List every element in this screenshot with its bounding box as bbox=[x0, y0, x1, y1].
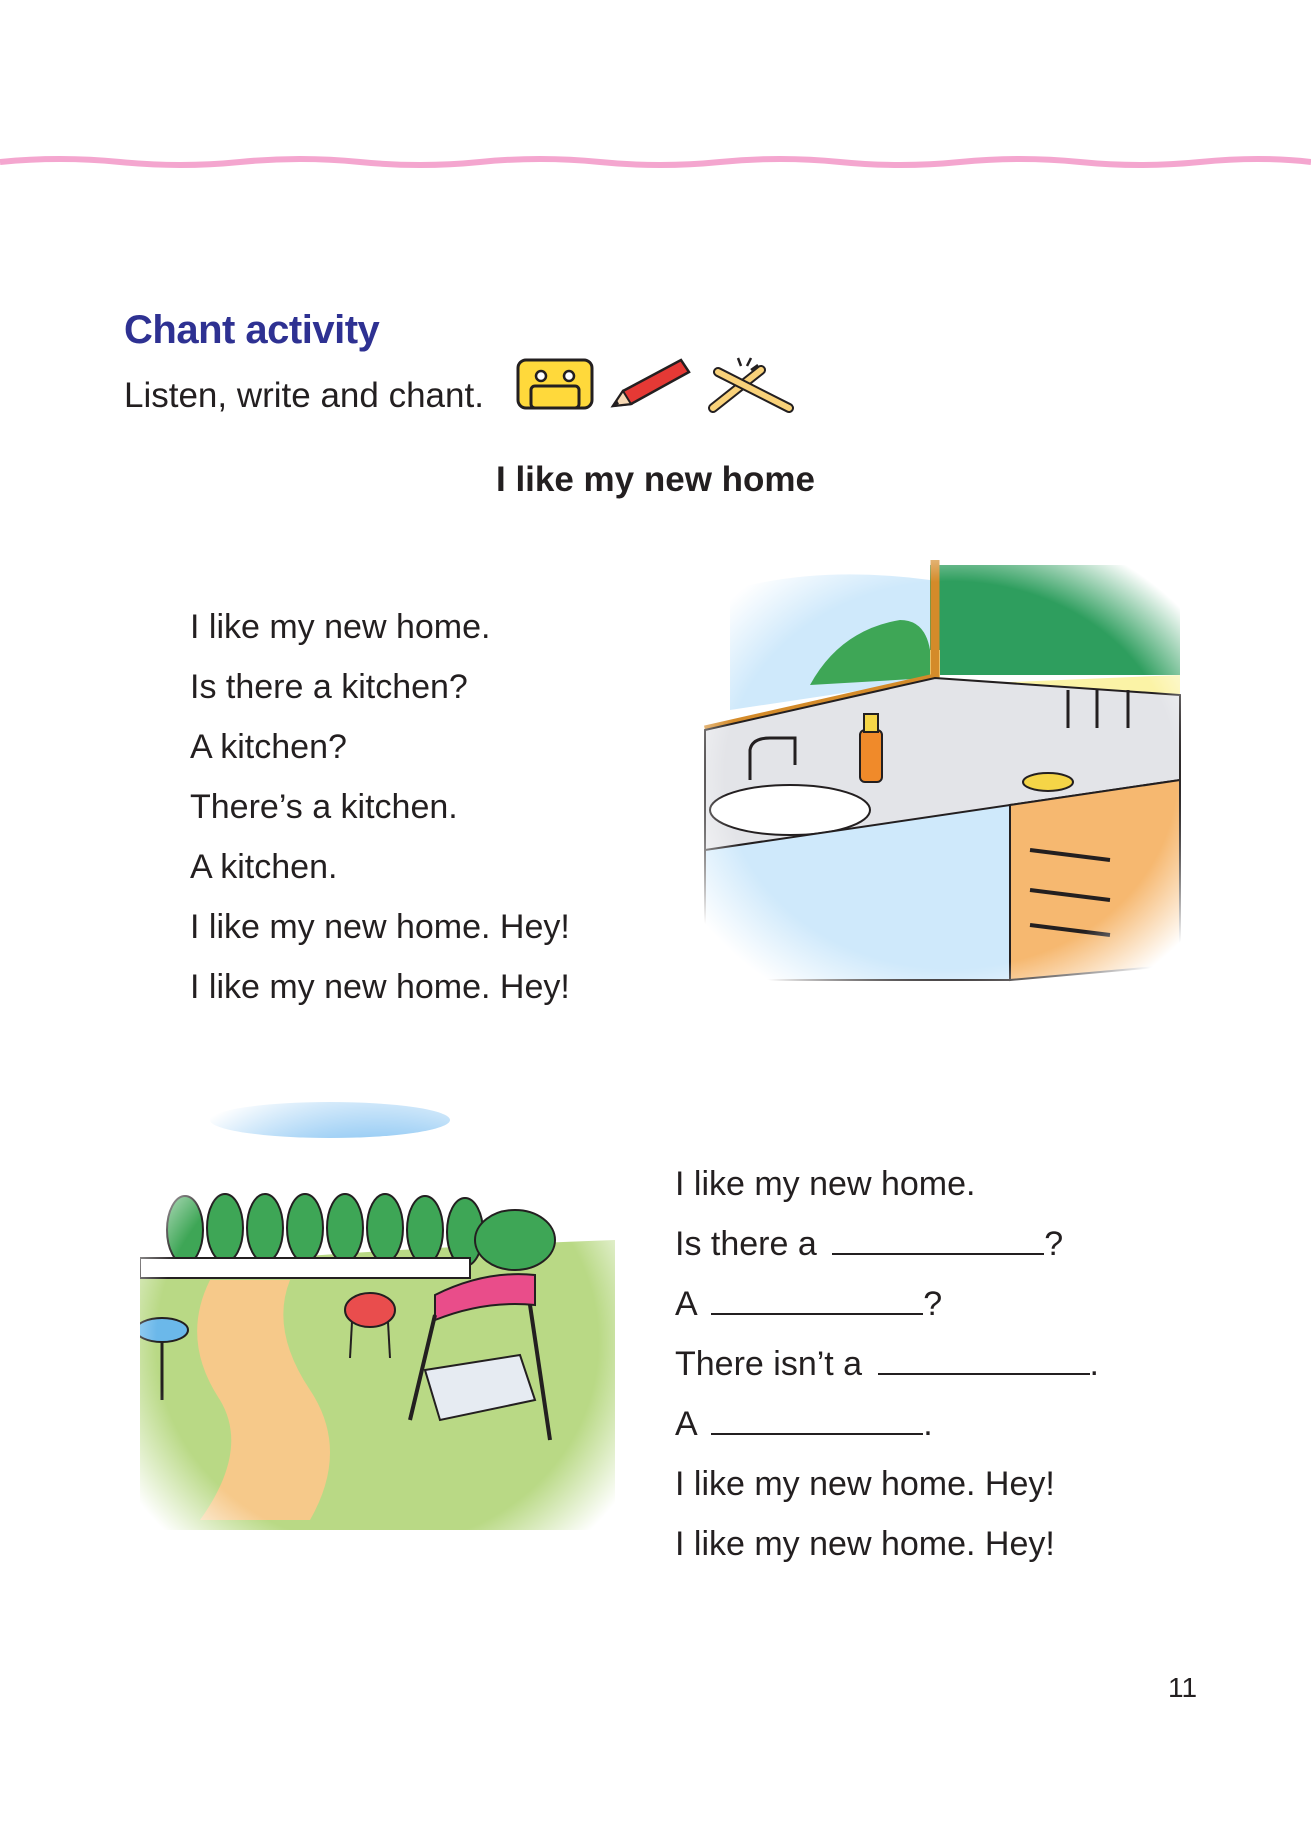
verse-line: I like my new home. bbox=[190, 608, 491, 646]
verse-text: Is there a bbox=[675, 1225, 817, 1263]
activity-heading: Chant activity bbox=[124, 308, 380, 352]
verse-line: Is there a kitchen? bbox=[190, 668, 468, 706]
verse-line-blank bbox=[675, 1214, 1099, 1274]
verse-line: There’s a kitchen. bbox=[190, 788, 458, 826]
verse-line-blank bbox=[675, 1334, 1099, 1394]
verse-line: I like my new home. bbox=[675, 1165, 976, 1203]
verse-punct: . bbox=[1089, 1345, 1099, 1383]
verse-line: I like my new home. Hey! bbox=[675, 1465, 1055, 1503]
answer-blank[interactable] bbox=[711, 1285, 923, 1315]
cassette-icon bbox=[518, 360, 592, 408]
verse-line: I like my new home. Hey! bbox=[675, 1525, 1055, 1563]
page-number: 11 bbox=[1168, 1672, 1198, 1703]
verse-text: A bbox=[675, 1285, 696, 1323]
verse-line: I like my new home. Hey! bbox=[190, 968, 570, 1006]
verse-line: I like my new home. Hey! bbox=[190, 908, 570, 946]
activity-instruction: Listen, write and chant. bbox=[124, 376, 484, 415]
pencil-icon bbox=[613, 360, 689, 406]
answer-blank[interactable] bbox=[711, 1405, 923, 1435]
song-title: I like my new home bbox=[496, 460, 815, 499]
activity-icons bbox=[513, 356, 803, 416]
verse-line-blank bbox=[675, 1394, 1099, 1454]
verse-punct: . bbox=[923, 1405, 933, 1443]
verse-line: A kitchen? bbox=[190, 728, 347, 766]
answer-blank[interactable] bbox=[878, 1345, 1090, 1375]
kitchen-illustration bbox=[700, 560, 1202, 990]
answer-blank[interactable] bbox=[832, 1225, 1044, 1255]
top-border-line bbox=[0, 150, 1311, 174]
verse-punct: ? bbox=[923, 1285, 943, 1323]
verse-line: A kitchen. bbox=[190, 848, 338, 886]
verse-punct: ? bbox=[1044, 1225, 1064, 1263]
verse-text: A bbox=[675, 1405, 696, 1443]
garden-illustration bbox=[140, 1100, 615, 1540]
verse-line-blank bbox=[675, 1274, 1099, 1334]
verse-one bbox=[190, 597, 570, 1017]
clapping-sticks-icon bbox=[713, 358, 789, 408]
verse-two bbox=[675, 1154, 1099, 1574]
verse-text: There isn’t a bbox=[675, 1345, 863, 1383]
